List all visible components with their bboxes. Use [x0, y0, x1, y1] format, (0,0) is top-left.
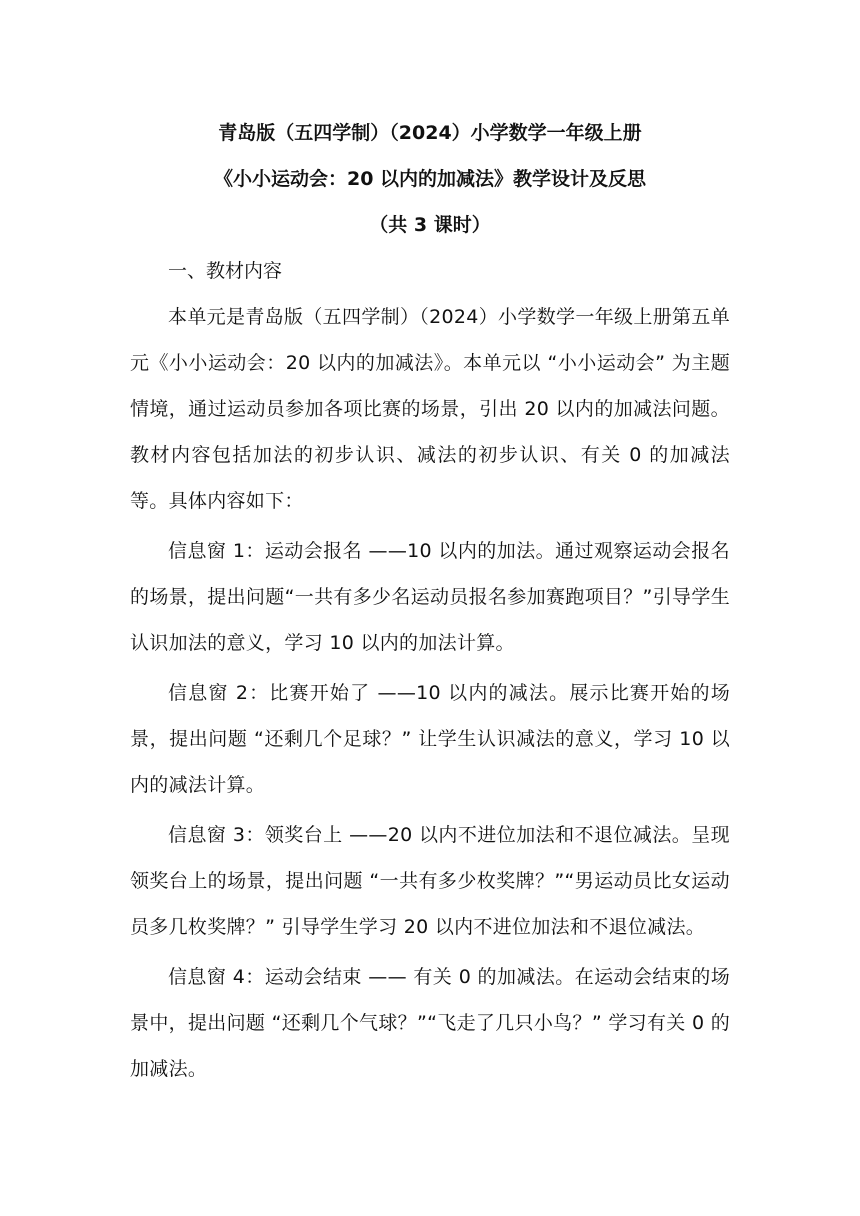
section-heading-teaching-content: 一、教材内容 [168, 260, 283, 282]
document-title-line-2: 《小小运动会：20 以内的加减法》教学设计及反思 [213, 168, 647, 190]
paragraph-info-window-4: 信息窗 4：运动会结束 —— 有关 0 的加减法。在运动会结束的场景中，提出问题 “还剩几个气球？”“飞走了几只小鸟？” 学习有关 0 的加减法。 [130, 966, 730, 1080]
document-content [130, 110, 730, 1092]
document-title-line-1: 青岛版（五四学制）（2024）小学数学一年级上册 [218, 122, 642, 144]
paragraph-info-window-3: 信息窗 3：领奖台上 ——20 以内不进位加法和不退位减法。呈现领奖台上的场景，提出问题 “一共有多少枚奖牌？”“男运动员比女运动员多几枚奖牌？” 引导学生学习 20 以内不进位加法和不退位减法。 [130, 824, 730, 938]
document-title-line-3: （共 3 课时） [369, 214, 491, 236]
paragraph-info-window-2: 信息窗 2：比赛开始了 ——10 以内的减法。展示比赛开始的场景，提出问题 “还剩几个足球？” 让学生认识减法的意义，学习 10 以内的减法计算。 [130, 682, 730, 796]
paragraph-info-window-1: 信息窗 1：运动会报名 ——10 以内的加法。通过观察运动会报名的场景，提出问题“一共有多少名运动员报名参加赛跑项目？”引导学生认识加法的意义，学习 10 以内的加法计算。 [130, 540, 730, 654]
paragraph-unit-overview: 本单元是青岛版（五四学制）（2024）小学数学一年级上册第五单元《小小运动会：20 以内的加减法》。本单元以 “小小运动会” 为主题情境，通过运动员参加各项比赛的场景，引出 20 以内的加减法问题。教材内容包括加法的初步认识、减法的初步认识、有关 0 的加减法等。具体内容如下： [130, 306, 730, 512]
